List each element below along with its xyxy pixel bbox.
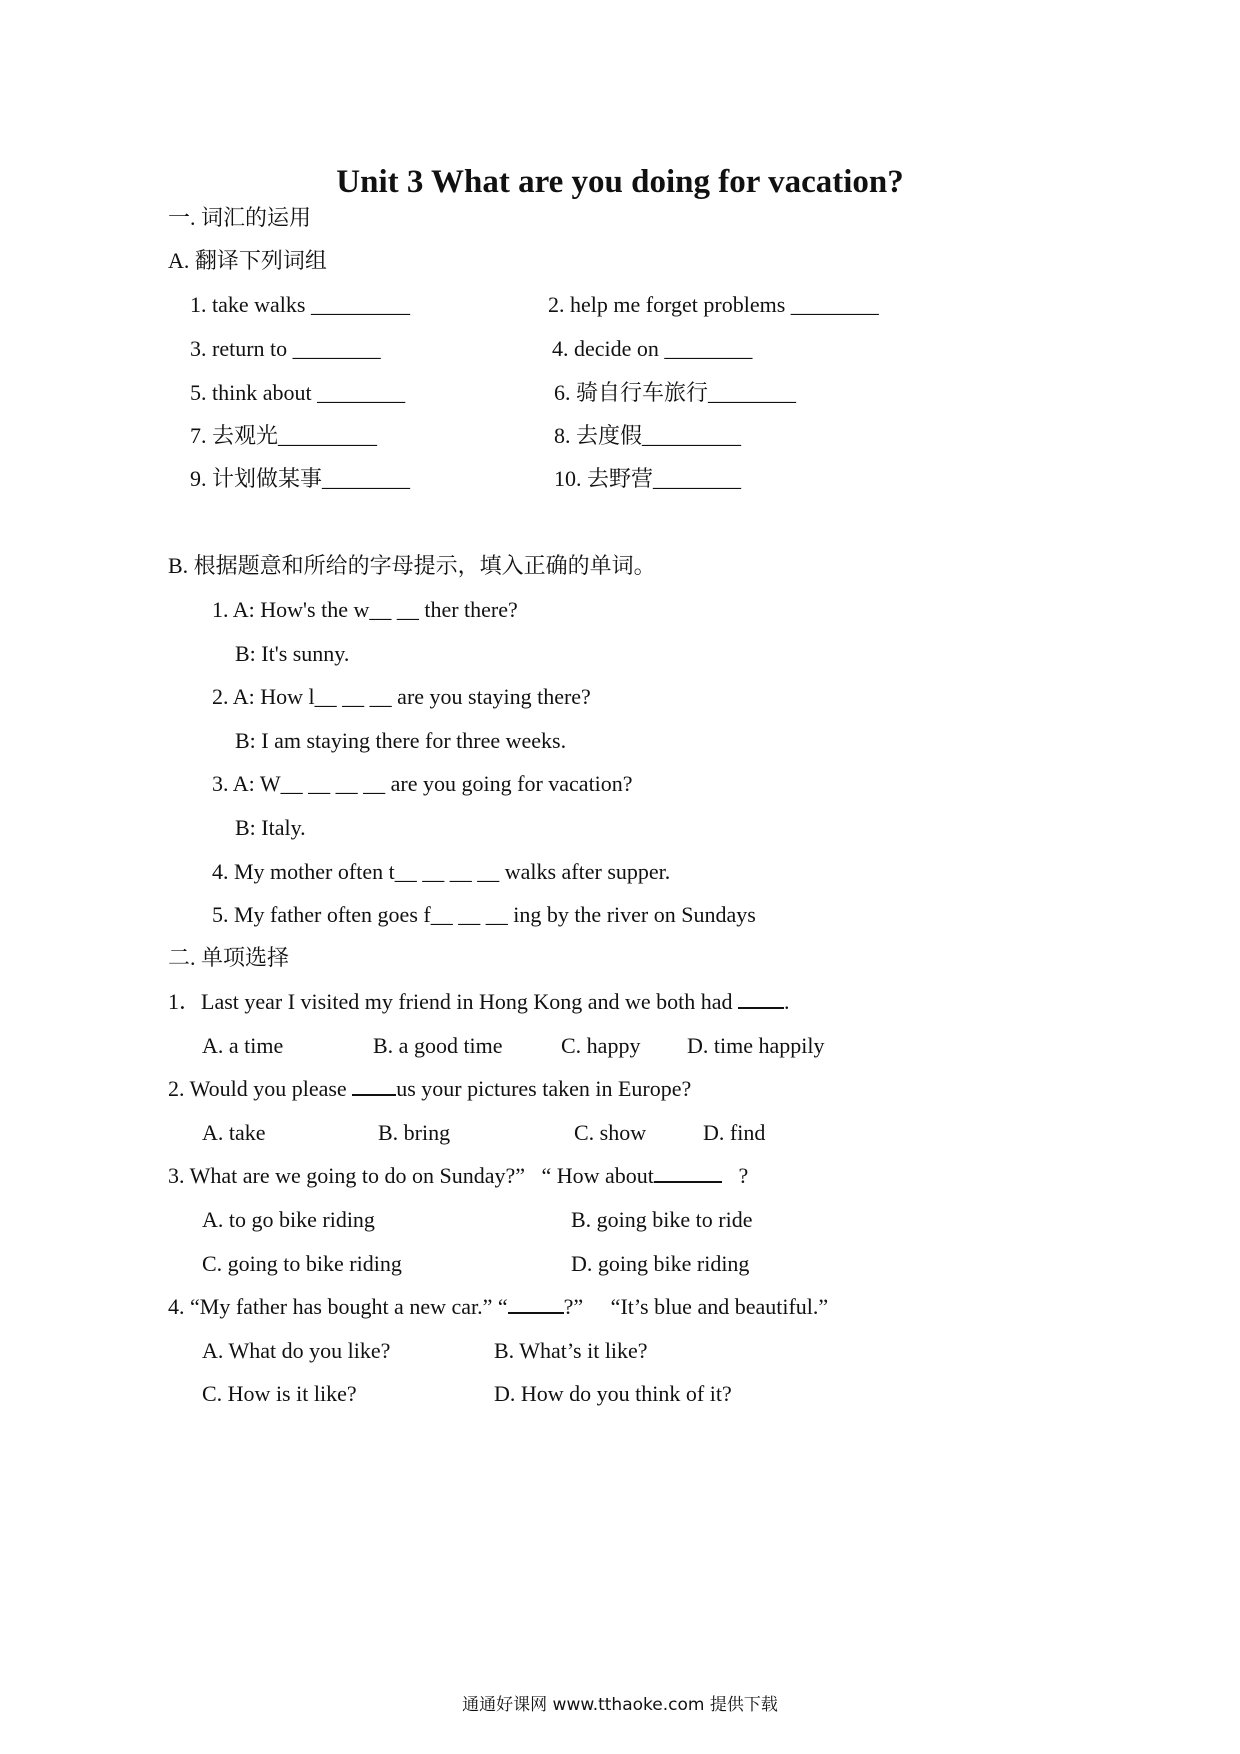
answer-blank [654,1161,722,1183]
section1-heading: 一. 词汇的运用 [168,205,312,230]
option: C. happy [561,1033,641,1058]
option: D. going bike riding [571,1251,750,1276]
vocab-item: 10. 去野营________ [554,466,742,491]
vocab-item: 9. 计划做某事________ [190,466,411,491]
section2-heading: 二. 单项选择 [168,945,290,970]
vocab-item: 8. 去度假_________ [554,423,742,448]
answer-blank [352,1074,396,1096]
option: A. What do you like? [202,1338,391,1363]
option: C. How is it like? [202,1381,357,1406]
option: B. a good time [373,1033,503,1058]
option: D. find [703,1120,766,1145]
option: B. What’s it like? [494,1338,648,1363]
partB-heading: B. 根据题意和所给的字母提示，填入正确的单词。 [168,553,656,578]
option: B. bring [378,1120,451,1145]
answer-blank [508,1292,564,1314]
page-title: Unit 3 What are you doing for vacation? [336,164,904,200]
fill-line: B: It's sunny. [235,641,350,666]
vocab-item: 7. 去观光_________ [190,423,378,448]
footer-watermark: 通通好课网 www.tthaoke.com 提供下载 [462,1695,778,1715]
option: D. How do you think of it? [494,1381,732,1406]
option: C. going to bike riding [202,1251,402,1276]
option: A. take [202,1120,266,1145]
option: D. time happily [687,1033,825,1058]
fill-line: B: I am staying there for three weeks. [235,728,567,753]
question-stem: 4. “My father has bought a new car.” “ ?” “It’s blue and beautiful.” [168,1294,829,1319]
option: B. going bike to ride [571,1207,753,1232]
question-stem: 2. Would you please us your pictures taken in Europe? [168,1076,692,1101]
vocab-item: 3. return to ________ [190,336,381,361]
fill-line: 1. A: How's the w__ __ ther there? [212,597,518,622]
question-stem: 1．Last year I visited my friend in Hong Kong and we both had . [168,989,790,1014]
fill-line: 2. A: How l__ __ __ are you staying there? [212,684,591,709]
vocab-item: 1. take walks _________ [190,292,410,317]
option: C. show [574,1120,647,1145]
fill-line: B: Italy. [235,815,306,840]
fill-line: 4. My mother often t__ __ __ __ walks after supper. [212,859,671,884]
vocab-item: 5. think about ________ [190,380,406,405]
fill-line: 5. My father often goes f__ __ __ ing by the river on Sundays [212,902,756,927]
vocab-item: 6. 骑自行车旅行________ [554,380,797,405]
vocab-item: 4. decide on ________ [552,336,753,361]
partA-heading: A. 翻译下列词组 [168,248,327,273]
vocab-item: 2. help me forget problems ________ [548,292,879,317]
answer-blank [738,987,784,1009]
question-stem: 3. What are we going to do on Sunday?” “ How about ? [168,1163,749,1188]
option: A. a time [202,1033,284,1058]
fill-line: 3. A: W__ __ __ __ are you going for vacation? [212,771,633,796]
option: A. to go bike riding [202,1207,375,1232]
